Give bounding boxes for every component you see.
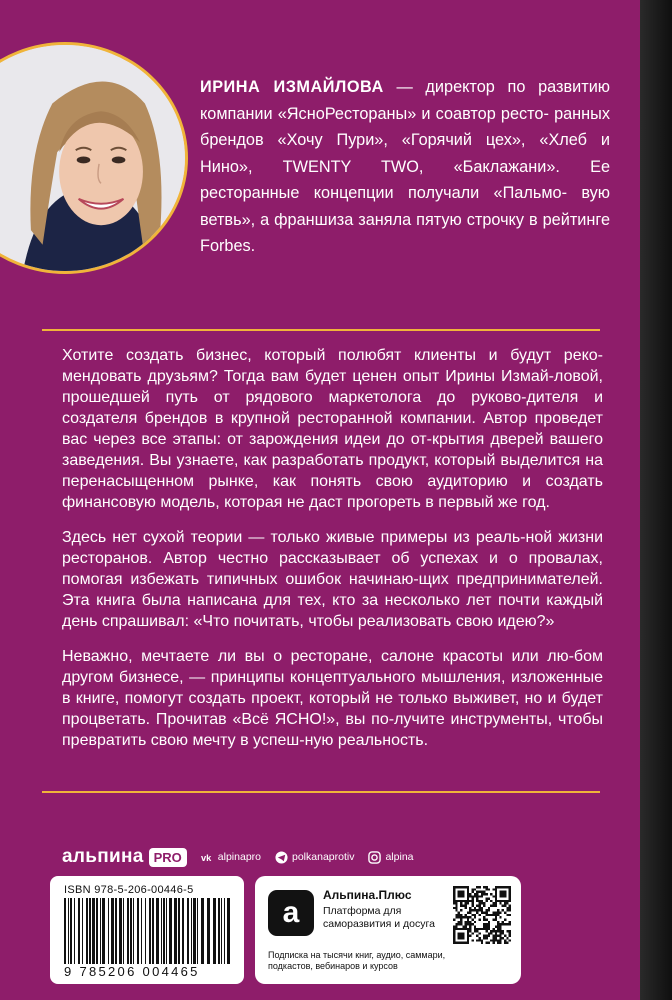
alpina-plus-title: Альпина.Плюс	[323, 888, 412, 902]
author-name: ИРИНА ИЗМАЙЛОВА	[200, 78, 384, 96]
book-spine-edge	[640, 0, 672, 1000]
author-portrait-image	[0, 45, 185, 271]
bio-line: Ее ресторанные концепции получали «Пальмо-	[200, 157, 610, 202]
author-bio	[200, 74, 610, 260]
isbn-label: ISBN 978-5-206-00446-5	[64, 884, 194, 896]
social-telegram	[275, 851, 354, 864]
social-handle: alpina	[385, 851, 414, 863]
author-photo	[0, 42, 188, 274]
qr-code-image	[453, 886, 511, 944]
social-handle: alpinapro	[217, 851, 261, 863]
alpina-plus-description: Платформа для саморазвития и досуга	[323, 905, 435, 930]
social-handle: polkanaprotiv	[292, 851, 355, 863]
alpina-plus-app-icon: a	[268, 890, 314, 936]
top-divider	[42, 329, 600, 331]
barcode-image	[64, 898, 232, 964]
publisher-row	[62, 846, 414, 868]
description-paragraph: Хотите создать бизнес, который полюбят клиенты и будут реко-мендовать друзьям? Тогда вам будет ценен опыт Ирины Измай-ловой, прошедшей путь от рядового маркетолога до руково-дителя и создателя брендов в крупной ресторанной компании. Автор проведет вас через все этапы: от зарождения идеи до от-крытия дверей вашего заведения. Вы узнаете, как разработать продукт, который выделится на перенасыщенном рынке, как понять свою аудиторию и создать финансовую модель, которая не даст прогореть в первый же год.	[62, 347, 603, 511]
bio-line: «Хлеб и Нино», TWENTY TWO, «Баклажани».	[200, 131, 611, 176]
alpina-plus-box	[255, 876, 521, 984]
svg-text:vk: vk	[200, 852, 212, 863]
pro-badge: PRO	[149, 848, 187, 867]
description-paragraph: Здесь нет сухой теории — только живые примеры из реаль-ной жизни ресторанов. Автор честно рассказывает об успехах и о провалах, помогая избежать типичных ошибок начинаю-щих предпринимателей. Эта книга была написана для тех, кто за несколько лет почти каждый день спрашивал: «Что почитать, чтобы реализовать свою идею?»	[62, 529, 603, 630]
social-vk	[201, 851, 261, 864]
ean-digits: 9 785206 004465	[64, 964, 200, 979]
book-description	[62, 345, 603, 765]
social-instagram	[368, 851, 413, 864]
instagram-icon	[368, 851, 381, 864]
telegram-icon	[275, 851, 288, 864]
bottom-divider	[42, 791, 600, 793]
vk-icon	[201, 851, 214, 864]
bio-line: в рейтинге Forbes.	[200, 210, 611, 255]
bio-line: вую ветвь», а франшиза заняла пятую строчку	[200, 184, 610, 229]
publisher-logo: альпина	[62, 846, 144, 867]
alpina-plus-footer: Подписка на тысячи книг, аудио, саммари, подкастов, вебинаров и курсов	[268, 950, 446, 971]
isbn-barcode-box	[50, 876, 244, 984]
bio-line: компании «ЯсноРестораны» и соавтор ресто-	[200, 104, 549, 123]
description-paragraph: Неважно, мечтаете ли вы о ресторане, салоне красоты или лю-бом другом бизнесе, — принципы концептуального мышления, изложенные в книге, помогут создать проект, который не только выживет, но и будет процветать. Прочитав «Всё ЯСНО!», вы по-лучите инструменты, чтобы превратить свою мечту в успеш-ную реальность.	[62, 648, 603, 749]
bio-line: — директор по развитию	[396, 78, 611, 96]
bio-line: ранных брендов «Хочу Пури», «Горячий цех»,	[200, 104, 610, 149]
